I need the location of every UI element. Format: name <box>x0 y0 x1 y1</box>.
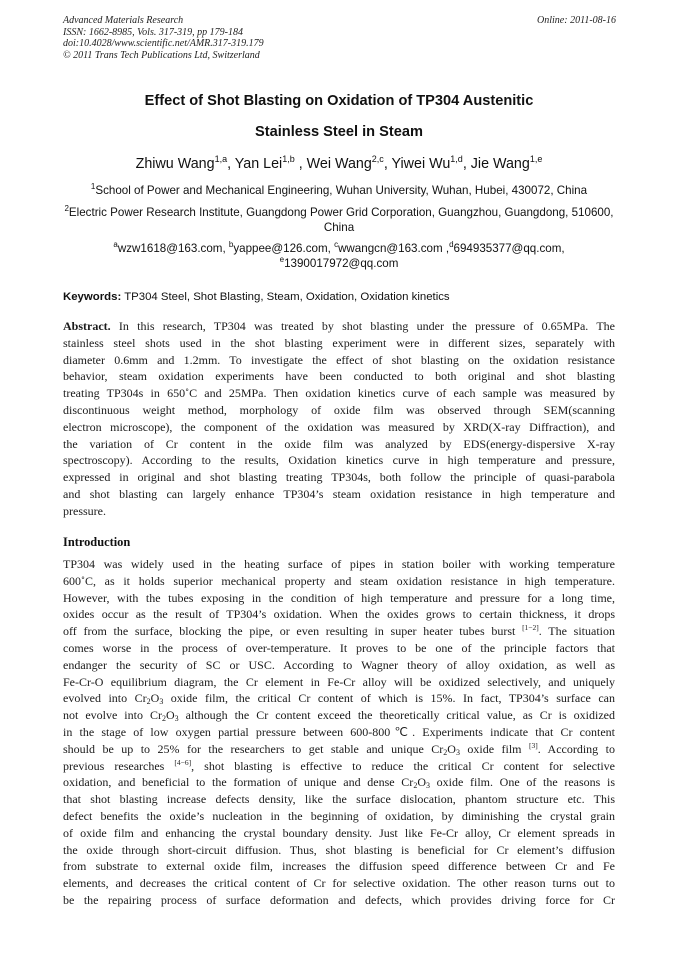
body-line: not evolve into $Cr_2O_3$ although the Cr content exceed the theoretically critical value, as Cr is oxidized <box>63 708 615 724</box>
abstract-line: pressure. <box>63 503 106 518</box>
keywords <box>63 291 615 303</box>
abstract-line: and shot blasting can largely enhance TP304’s steam oxidation resistance in high temperature and <box>63 486 615 501</box>
issn-line: ISSN: 1662-8985, Vols. 317-319, pp 179-184 <box>63 26 243 38</box>
body-line: Fe-Cr-O equilibrium diagram, the Cr element in Fe-Cr alloy will be oxidized selectively, and uniquely <box>63 674 615 689</box>
abstract-line: diameter 0.6mm and 1.2mm. To investigate the effect of shot blasting on the oxidation resistance <box>63 352 615 367</box>
doi-line: doi:10.4028/www.scientific.net/AMR.317-319.179 <box>63 38 264 50</box>
abstract-line: electron microscope), the component of the oxidation was measured by XRD(X-ray Diffraction), and <box>63 419 615 434</box>
body-line: previous researches [4−6], shot blasting is effective to reduce the critical Cr content for selective <box>63 757 615 773</box>
author-list <box>63 156 615 172</box>
body-line: endanger the security of SC or USC. According to Wagner theory of alloy oxidation, as well as <box>63 657 615 672</box>
body-line: that shot blasting increase defects density, like the surface dislocation, phantom structure etc. This <box>63 792 615 807</box>
title-line-1: Effect of Shot Blasting on Oxidation of TP304 Austenitic <box>144 93 534 109</box>
email-line: $^e$1390017972@qq.com <box>279 255 399 270</box>
abstract-line: treating TP304s in 650˚C and 25MPa. Then oxidation kinetics curve of each sample was measured by <box>63 386 615 401</box>
abstract-line: the variation of Cr content in the oxide film was analyzed by EDS(energy-dispersive X-ray <box>63 436 615 451</box>
citation: [3] <box>528 740 538 750</box>
abstract-line: spectroscopy). According to the results, Oxidation kinetics curve in high temperature and pressure, <box>63 453 615 468</box>
affiliation-2: $^2$Electric Power Research Institute, Guangdong Power Grid Corporation, Guangzhou, Guangdong, 510600, China <box>64 204 614 234</box>
online-date: Online: 2011-08-16 <box>537 15 616 26</box>
body-line: be the repairing process of surface deformation and defects, which provides driving force for Cr <box>63 892 615 907</box>
body-line: oxidation, and beneficial to the formation of unique and dense $Cr_2O_3$ oxide film. One of the reasons is <box>63 775 615 791</box>
body-line: from substrate to external oxide film, increases the diffusion speed difference between Cr and Fe <box>63 859 615 874</box>
abstract <box>63 318 615 520</box>
affiliation-1: $^1$School of Power and Mechanical Engineering, Wuhan University, Wuhan, Hubei, 430072, China <box>90 182 588 197</box>
abstract-line: discontinuous weight method, morphology of oxide film was observed through SEM(scanning <box>63 402 615 417</box>
body-line: oxides occur as the result of TP304’s oxidation. When the oxides grows to certain thickness, it drops <box>63 607 615 622</box>
journal-name: Advanced Materials Research <box>63 15 184 26</box>
title-line-2: Stainless Steel in Steam <box>255 124 423 140</box>
abstract-line: expressed in original and shot blasting treating TP304s, both follow the principle of quasi-parabola <box>63 470 615 485</box>
introduction-body <box>63 556 615 909</box>
citation: [1−2] <box>522 623 539 633</box>
body-line: However, with the tubes exposing in the condition of high temperature and pressure for a long time, <box>63 590 615 605</box>
body-line: should be up to 25% for the researchers to get stable and unique $Cr_2O_3$ oxide film [3]. According to <box>63 740 615 757</box>
abstract-line: Abstract. In this research, TP304 was treated by shot blasting under the pressure of 0.65MPa. The <box>63 319 615 333</box>
author: Zhiwu Wang$^{1,a}$, <box>135 154 235 172</box>
body-line: of oxide film and enhancing the crystal boundary density. Just like Fe-Cr alloy, Cr element spreads in <box>63 825 615 840</box>
paper-title <box>63 93 615 140</box>
body-line: evolved into $Cr_2O_3$ oxide film, the critical Cr content of which is 15%. In fact, TP304’s surface can <box>63 691 615 707</box>
keywords-text: TP304 Steel, Shot Blasting, Steam, Oxidation, Oxidation kinetics <box>121 291 450 303</box>
keywords-label: Keywords: <box>63 291 122 303</box>
body-line: the oxide through short-circuit diffusion. Thus, shot blasting is beneficial for Cr element’s diffusion <box>63 842 615 857</box>
journal-header <box>63 15 264 61</box>
author: Yiwei Wu$^{1,d}$, <box>391 154 471 172</box>
author-emails <box>63 241 615 271</box>
citation: [4−6] <box>174 757 192 767</box>
author: Wei Wang$^{2,c}$, <box>306 154 392 172</box>
abstract-label: Abstract. <box>63 319 111 333</box>
email-line: $^a$wzw1618@163.com, $^b$yappee@126.com, $^c$wwangcn@163.com ,$^d$694935377@qq.com, <box>113 240 565 255</box>
body-line: defect benefits the oxide’s nucleation in the beginning of oxidation, by diminishing the crystal grain <box>63 808 615 823</box>
body-line: off from the surface, blocking the pipe, or even resulting in super heater tubes burst [1−2]. The situation <box>63 623 615 639</box>
author: Yan Lei$^{1,b}$ , <box>234 154 307 172</box>
body-line: in the stage of low oxygen partial pressure between 600-800℃. Experiments indicate that Cr content <box>63 724 615 739</box>
abstract-line: behavior, steam oxidation experiments have been conducted to both original and shot blasting <box>63 369 615 384</box>
body-line: elements, and decreases the critical content of Cr for selective oxidation. The other reason turns out to <box>63 876 615 891</box>
copyright-line: © 2011 Trans Tech Publications Ltd, Switzerland <box>63 49 260 61</box>
section-heading-introduction: Introduction <box>63 535 131 549</box>
body-line: 600˚C, as it holds superior mechanical property and steam oxidation resistance in high temperature. <box>63 573 615 588</box>
body-line: comes worse in the process of over-temperature. It proves to be one of the principle factors that <box>63 640 615 655</box>
body-line: TP304 was widely used in the heating surface of pipes in station boiler with working temperature <box>63 557 615 571</box>
author: Jie Wang$^{1,e}$ <box>470 154 543 172</box>
abstract-line: stainless steel shots used in the shot blasting experiment were in different sizes, separately with <box>63 335 615 350</box>
